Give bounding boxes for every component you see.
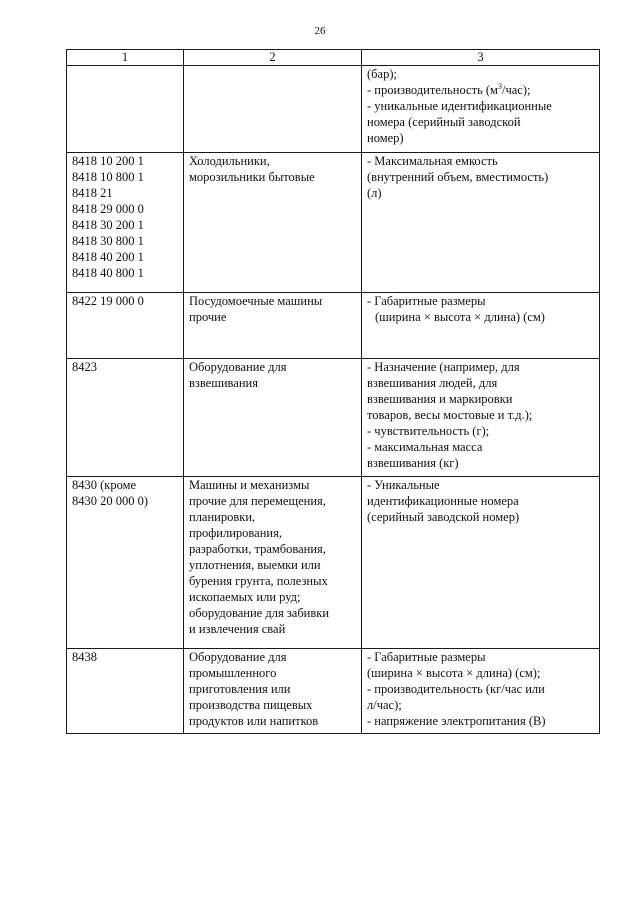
attribute-text: - производительность (кг/час или xyxy=(367,682,545,696)
attribute-superscript: 3 xyxy=(497,81,502,91)
product-name-line: прочие xyxy=(189,310,227,324)
hs-code-line: 8423 xyxy=(72,360,97,374)
product-name-cell xyxy=(184,66,362,153)
hs-code-cell xyxy=(67,153,184,293)
attribute-text: идентификационные номера xyxy=(367,494,519,508)
table-row xyxy=(67,359,600,477)
product-name-cell xyxy=(184,477,362,649)
attributes-cell xyxy=(362,293,600,359)
attribute-line xyxy=(367,681,594,697)
hs-code-line: 8418 30 800 1 xyxy=(72,234,144,248)
header-col-2: 2 xyxy=(184,50,362,66)
attributes-cell xyxy=(362,649,600,734)
product-name-line: морозильники бытовые xyxy=(189,170,315,184)
attribute-text: - Габаритные размеры xyxy=(367,294,486,308)
attribute-line xyxy=(367,509,594,525)
attributes-cell xyxy=(362,477,600,649)
attribute-text: - производительность (м xyxy=(367,83,498,97)
hs-code-line: 8418 21 xyxy=(72,186,113,200)
hs-code-line: 8418 40 800 1 xyxy=(72,266,144,280)
product-name-line: планировки, xyxy=(189,510,256,524)
attribute-text: взвешивания (кг) xyxy=(367,456,459,470)
attribute-line xyxy=(367,665,594,681)
header-row xyxy=(67,50,600,66)
attribute-line xyxy=(367,153,594,169)
product-name-line: оборудование для забивки xyxy=(189,606,330,620)
attribute-text: - максимальная масса xyxy=(367,440,483,454)
attribute-line xyxy=(367,169,594,185)
attribute-line xyxy=(367,455,594,471)
product-name-line: прочие для перемещения, xyxy=(189,494,326,508)
product-name-line: профилирования, xyxy=(189,526,282,540)
attribute-line xyxy=(367,185,594,201)
hs-code-line: 8418 30 200 1 xyxy=(72,218,144,232)
hs-code-cell xyxy=(67,293,184,359)
attribute-text: - напряжение электропитания (В) xyxy=(367,714,546,728)
attribute-line xyxy=(367,407,594,423)
attribute-text: взвешивания и маркировки xyxy=(367,392,513,406)
attribute-line xyxy=(367,391,594,407)
attributes-cell xyxy=(362,66,600,153)
attribute-text: (ширина × высота × длина) (см); xyxy=(367,666,541,680)
product-name-cell xyxy=(184,293,362,359)
hs-code-line: 8418 10 200 1 xyxy=(72,154,144,168)
table-row xyxy=(67,153,600,293)
table-row xyxy=(67,649,600,734)
attribute-line xyxy=(367,309,594,325)
product-name-cell xyxy=(184,649,362,734)
attribute-text: (л) xyxy=(367,186,382,200)
table-row xyxy=(67,293,600,359)
attribute-text: - Уникальные xyxy=(367,478,440,492)
product-name-cell xyxy=(184,153,362,293)
attribute-text-suffix: /час); xyxy=(501,83,531,97)
attribute-text: номер) xyxy=(367,131,404,145)
product-name-line: и извлечения свай xyxy=(189,622,286,636)
hs-code-line: 8418 40 200 1 xyxy=(72,250,144,264)
product-name-line: взвешивания xyxy=(189,376,258,390)
product-name-line: разработки, трамбования, xyxy=(189,542,326,556)
hs-code-line: 8430 20 000 0) xyxy=(72,494,149,508)
attribute-line xyxy=(367,649,594,665)
attribute-text: - Назначение (например, для xyxy=(367,360,520,374)
attribute-text: (ширина × высота × длина) (см) xyxy=(375,310,545,324)
attributes-cell xyxy=(362,359,600,477)
product-name-line: Холодильники, xyxy=(189,154,270,168)
table-row xyxy=(67,66,600,153)
attribute-line xyxy=(367,493,594,509)
attribute-text: (серийный заводской номер) xyxy=(367,510,520,524)
product-name-line: Оборудование для xyxy=(189,650,287,664)
hs-code-line: 8422 19 000 0 xyxy=(72,294,144,308)
hs-code-line: 8438 xyxy=(72,650,97,664)
hs-code-cell xyxy=(67,649,184,734)
attribute-line xyxy=(367,477,594,493)
hs-code-line: 8418 29 000 0 xyxy=(72,202,144,216)
attribute-line xyxy=(367,82,594,98)
product-name-line: Оборудование для xyxy=(189,360,287,374)
attribute-line xyxy=(367,423,594,439)
hs-code-line: 8418 10 800 1 xyxy=(72,170,144,184)
attribute-text: - Максимальная емкость xyxy=(367,154,498,168)
attribute-line xyxy=(367,713,594,729)
product-name-line: ископаемых или руд; xyxy=(189,590,301,604)
attribute-line xyxy=(367,66,594,82)
product-name-line: бурения грунта, полезных xyxy=(189,574,328,588)
attribute-line xyxy=(367,359,594,375)
attribute-line xyxy=(367,697,594,713)
product-name-cell xyxy=(184,359,362,477)
attribute-text: номера (серийный заводской xyxy=(367,115,521,129)
attribute-text: (внутренний объем, вместимость) xyxy=(367,170,549,184)
product-name-line: производства пищевых xyxy=(189,698,313,712)
hs-code-line: 8430 (кроме xyxy=(72,478,137,492)
hs-code-cell xyxy=(67,66,184,153)
product-name-line: Машины и механизмы xyxy=(189,478,310,492)
product-name-line: приготовления или xyxy=(189,682,291,696)
attribute-text: (бар); xyxy=(367,67,397,81)
classification-table xyxy=(66,49,600,734)
product-name-line: Посудомоечные машины xyxy=(189,294,323,308)
attribute-text: - Габаритные размеры xyxy=(367,650,486,664)
product-name-line: продуктов или напитков xyxy=(189,714,319,728)
attribute-text: - уникальные идентификационные xyxy=(367,99,552,113)
attribute-line xyxy=(367,293,594,309)
attribute-text: взвешивания людей, для xyxy=(367,376,498,390)
attribute-line xyxy=(367,130,594,146)
attribute-line xyxy=(367,98,594,114)
hs-code-cell xyxy=(67,359,184,477)
product-name-line: уплотнения, выемки или xyxy=(189,558,321,572)
hs-code-cell xyxy=(67,477,184,649)
header-col-3: 3 xyxy=(362,50,600,66)
attribute-text: товаров, весы мостовые и т.д.); xyxy=(367,408,533,422)
attribute-line xyxy=(367,375,594,391)
product-name-line: промышленного xyxy=(189,666,277,680)
attribute-line xyxy=(367,439,594,455)
table-row xyxy=(67,477,600,649)
attribute-line xyxy=(367,114,594,130)
attribute-text: л/час); xyxy=(367,698,402,712)
page-number: 26 xyxy=(314,25,326,37)
header-col-1: 1 xyxy=(67,50,184,66)
attributes-cell xyxy=(362,153,600,293)
attribute-text: - чувствительность (г); xyxy=(367,424,490,438)
